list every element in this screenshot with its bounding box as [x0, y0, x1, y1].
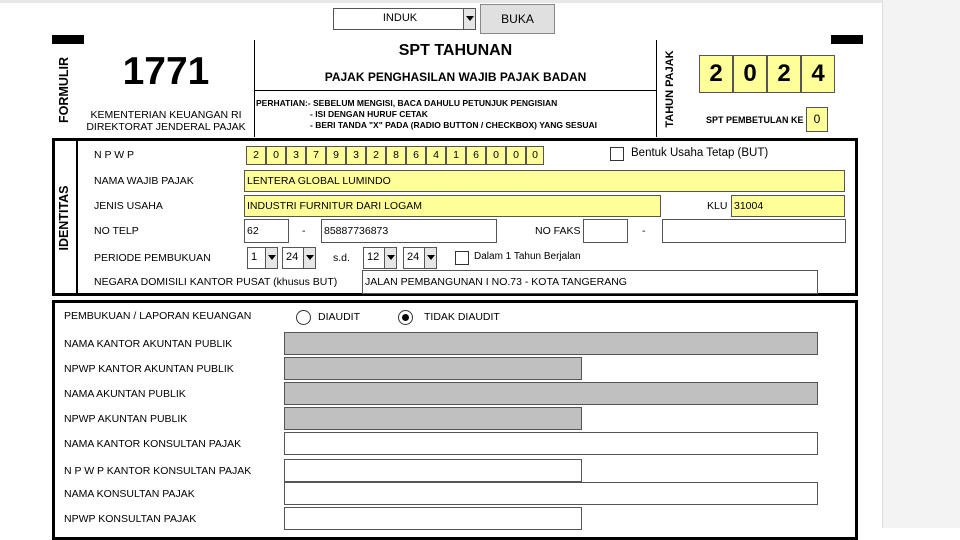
ministry-line-2: DIREKTORAT JENDERAL PAJAK	[86, 121, 246, 133]
identity-section-divider	[76, 140, 78, 295]
npwp-digit[interactable]: 4	[426, 146, 446, 165]
npwp-digit[interactable]: 6	[406, 146, 426, 165]
tax-consultant-npwp-label: NPWP KONSULTAN PAJAK	[64, 513, 197, 525]
tax-year-digit[interactable]: 2	[767, 55, 801, 93]
taxpayer-name-input[interactable]: LENTERA GLOBAL LUMINDO	[244, 170, 845, 192]
but-checkbox[interactable]	[610, 147, 624, 161]
taxpayer-name-label: NAMA WAJIB PAJAK	[94, 175, 194, 187]
npwp-digit[interactable]: 3	[346, 146, 366, 165]
tax-year-digit[interactable]: 4	[801, 55, 835, 93]
npwp-digit[interactable]: 3	[286, 146, 306, 165]
npwp-digit[interactable]: 0	[486, 146, 506, 165]
public-accountant-npwp-input[interactable]	[284, 407, 582, 430]
document-type-value: INDUK	[382, 12, 418, 24]
klu-input[interactable]: 31004	[731, 195, 845, 217]
phone-number-input[interactable]: 85887736873	[321, 219, 497, 243]
tax-year-label: TAHUN PAJAK	[664, 50, 676, 128]
tax-consultant-office-npwp-input[interactable]	[284, 459, 582, 482]
identity-section-label: IDENTITAS	[57, 185, 71, 251]
tax-consultant-office-npwp-label: N P W P KANTOR KONSULTAN PAJAK	[64, 465, 252, 477]
period-end-year-value: 24	[407, 251, 420, 263]
top-border	[0, 0, 960, 3]
correction-label: SPT PEMBETULAN KE	[706, 115, 804, 125]
corner-marker-right	[831, 35, 863, 44]
klu-label: KLU	[707, 200, 728, 212]
period-sd-label: s.d.	[333, 252, 350, 264]
public-accountant-npwp-label: NPWP AKUNTAN PUBLIK	[64, 413, 188, 425]
period-end-month-value: 12	[367, 251, 380, 263]
npwp-digit[interactable]: 0	[506, 146, 526, 165]
tax-consultant-npwp-input[interactable]	[284, 507, 582, 530]
public-accountant-office-name-input[interactable]	[284, 332, 818, 355]
npwp-digit[interactable]: 1	[446, 146, 466, 165]
period-start-month-select[interactable]	[247, 247, 278, 269]
ministry-line-1: KEMENTERIAN KEUANGAN RI	[90, 109, 242, 121]
business-type-input[interactable]: INDUSTRI FURNITUR DARI LOGAM	[244, 195, 661, 217]
notice-line-3: - BERI TANDA "X" PADA (RADIO BUTTON / CHECKBOX) YANG SESUAI	[310, 120, 598, 130]
chevron-down-icon[interactable]	[463, 9, 475, 29]
chevron-down-icon[interactable]	[424, 248, 436, 268]
npwp-digit[interactable]: 9	[326, 146, 346, 165]
not-audited-radio[interactable]	[398, 310, 413, 325]
public-accountant-office-name-label: NAMA KANTOR AKUNTAN PUBLIK	[64, 338, 233, 350]
period-start-year-value: 24	[286, 251, 299, 263]
right-gutter	[882, 0, 960, 528]
period-label: PERIODE PEMBUKUAN	[94, 252, 211, 264]
phone-label: NO TELP	[94, 225, 139, 237]
chevron-down-icon[interactable]	[384, 248, 396, 268]
page-subtitle: PAJAK PENGHASILAN WAJIB PAJAK BADAN	[324, 70, 587, 84]
audited-radio[interactable]	[296, 310, 311, 325]
public-accountant-office-npwp-label: NPWP KANTOR AKUNTAN PUBLIK	[64, 363, 234, 375]
npwp-digit[interactable]: 7	[306, 146, 326, 165]
phone-area-input[interactable]: 62	[244, 219, 289, 243]
header-divider-right	[656, 40, 657, 137]
npwp-digit[interactable]: 6	[466, 146, 486, 165]
chevron-down-icon[interactable]	[265, 248, 277, 268]
within-year-checkbox[interactable]	[455, 251, 469, 265]
fax-number-input[interactable]	[662, 219, 846, 243]
period-end-month-select[interactable]	[363, 247, 397, 269]
npwp-digit[interactable]: 2	[366, 146, 386, 165]
formulir-label: FORMULIR	[57, 57, 71, 123]
tax-year-digit[interactable]: 0	[733, 55, 767, 93]
but-label: Bentuk Usaha Tetap (BUT)	[631, 147, 769, 159]
tax-consultant-office-name-input[interactable]	[284, 432, 818, 455]
public-accountant-name-label: NAMA AKUNTAN PUBLIK	[64, 388, 186, 400]
chevron-down-icon[interactable]	[303, 248, 315, 268]
tax-consultant-name-input[interactable]	[284, 482, 818, 505]
tax-consultant-name-label: NAMA KONSULTAN PAJAK	[64, 488, 195, 500]
npwp-label: N P W P	[94, 149, 135, 161]
report-label: PEMBUKUAN / LAPORAN KEUANGAN	[64, 310, 252, 322]
notice-line-2: - ISI DENGAN HURUF CETAK	[310, 109, 428, 119]
fax-dash: -	[642, 225, 646, 237]
npwp-digit[interactable]: 8	[386, 146, 406, 165]
period-start-year-select[interactable]	[282, 247, 316, 269]
open-button[interactable]: BUKA	[480, 4, 555, 34]
document-type-select[interactable]	[333, 8, 476, 30]
not-audited-label: TIDAK DIAUDIT	[424, 311, 500, 323]
period-end-year-select[interactable]	[403, 247, 437, 269]
npwp-digit[interactable]: 2	[246, 146, 266, 165]
notice-line-1: PERHATIAN:- SEBELUM MENGISI, BACA DAHULU PETUNJUK PENGISIAN	[256, 98, 558, 108]
npwp-digit[interactable]: 0	[526, 146, 544, 165]
audited-label: DIAUDIT	[318, 311, 360, 323]
domicile-input[interactable]: JALAN PEMBANGUNAN I NO.73 - KOTA TANGERANG	[362, 270, 818, 294]
public-accountant-office-npwp-input[interactable]	[284, 357, 582, 380]
npwp-digit[interactable]: 0	[266, 146, 286, 165]
correction-input[interactable]: 0	[806, 107, 828, 132]
period-start-month-value: 1	[251, 251, 258, 263]
business-type-label: JENIS USAHA	[94, 200, 163, 212]
public-accountant-name-input[interactable]	[284, 382, 818, 405]
tax-year-digit[interactable]: 2	[699, 55, 733, 93]
fax-label: NO FAKS	[535, 225, 581, 237]
form-number: 1771	[122, 50, 210, 93]
corner-marker-left	[52, 35, 84, 44]
page-title: SPT TAHUNAN	[398, 42, 513, 59]
tax-consultant-office-name-label: NAMA KANTOR KONSULTAN PAJAK	[64, 438, 242, 450]
within-year-label: Dalam 1 Tahun Berjalan	[474, 251, 581, 262]
header-divider-middle	[254, 90, 656, 91]
phone-dash: -	[302, 225, 306, 237]
fax-area-input[interactable]	[583, 219, 628, 243]
domicile-label: NEGARA DOMISILI KANTOR PUSAT (khusus BUT)	[94, 276, 338, 288]
